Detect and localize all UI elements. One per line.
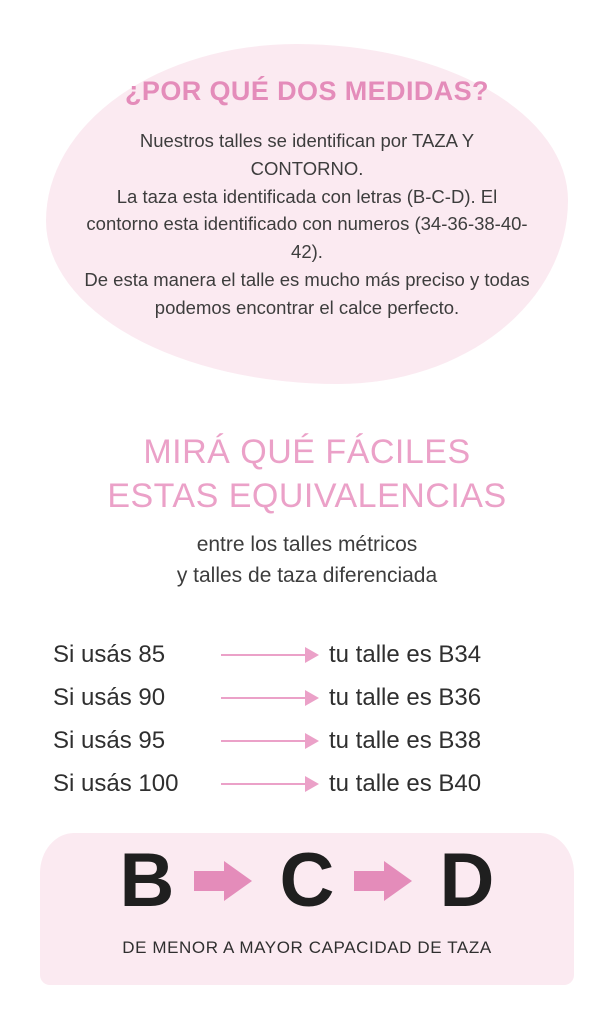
arrow-right-icon [221,729,329,753]
equivalences-heading [0,430,614,518]
equivalence-result: tu talle es B40 [329,770,482,797]
info-card-body-line: De esta manera el talle es mucho más preciso y todas podemos encontrar el calce perfecto. [84,268,530,318]
cup-letter-b: B [119,838,175,923]
equivalence-source: Si usás 85 [53,641,166,668]
equivalence-result: tu talle es B34 [329,641,482,668]
equivalence-source: Si usás 95 [53,727,166,754]
arrow-right-thick-icon [354,859,420,903]
equivalences-heading-line-2: ESTAS EQUIVALENCIAS [107,477,507,516]
info-card-body-line: Nuestros talles se identifican por TAZA Y CONTORNO. [139,130,475,179]
list-item [0,763,614,805]
info-card-body [46,127,568,321]
equivalences-subtitle-line-2: y talles de taza diferenciada [176,563,438,587]
info-card-title: ¿POR QUÉ DOS MEDIDAS? [125,76,489,106]
arrow-right-thick-icon [194,859,260,903]
info-card-content [46,76,568,321]
equivalences-subtitle-line-1: entre los talles métricos [196,533,418,557]
arrow-right-icon [221,643,329,667]
equivalence-result: tu talle es B38 [329,727,482,754]
equivalences-heading-section [0,430,614,591]
equivalences-list [0,634,614,806]
arrow-right-icon [221,686,329,710]
equivalences-heading-line-1: MIRÁ QUÉ FÁCILES [143,433,471,471]
equivalence-source: Si usás 100 [53,770,179,797]
cup-letter-d: D [439,838,495,923]
list-item [0,720,614,762]
cup-scale-row [0,838,614,923]
cup-letter-c: C [279,838,335,923]
info-card-section [0,0,614,400]
equivalences-subtitle [0,530,614,591]
cup-scale-caption: DE MENOR A MAYOR CAPACIDAD DE TAZA [122,938,492,957]
arrow-right-icon [221,772,329,796]
list-item [0,677,614,719]
list-item [0,634,614,676]
info-card-body-line: La taza esta identificada con letras (B-C-D). El contorno esta identificado con numeros (34-36-38-40-42). [86,185,528,262]
equivalence-result: tu talle es B36 [329,684,482,711]
equivalence-source: Si usás 90 [53,684,166,711]
